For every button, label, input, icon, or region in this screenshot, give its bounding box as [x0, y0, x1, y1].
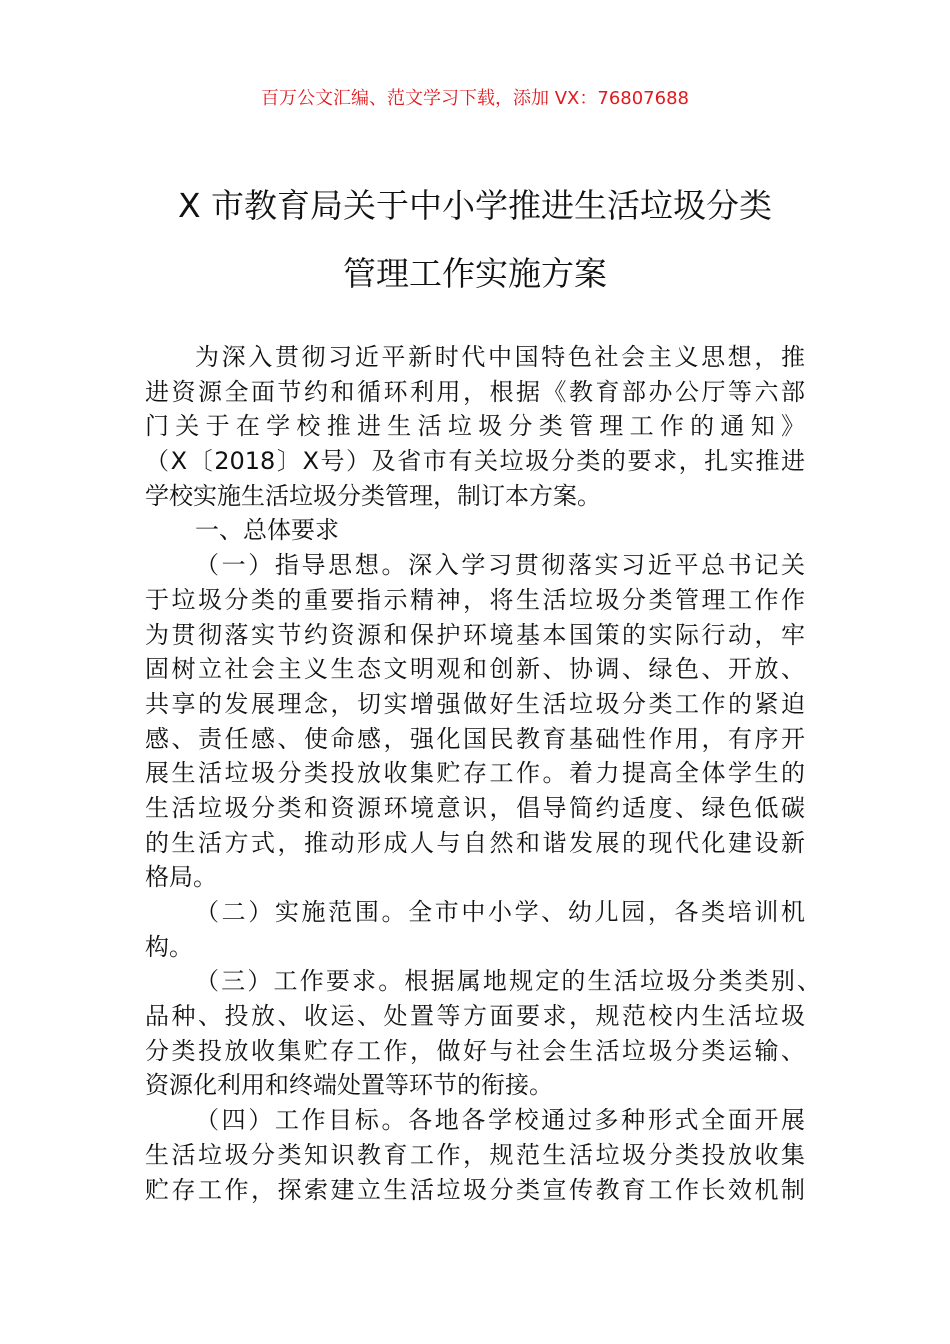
body-line: 进资源全面节约和循环利用，根据《教育部办公厅等六部	[145, 377, 805, 406]
body-line: （三）工作要求。根据属地规定的生活垃圾分类类别、	[195, 967, 821, 996]
body-line: （X〔2018〕X号）及省市有关垃圾分类的要求，扎实推进	[145, 447, 805, 476]
body-line: 的生活方式，推动形成人与自然和谐发展的现代化建设新	[145, 828, 805, 857]
body-line: 生活垃圾分类知识教育工作，规范生活垃圾分类投放收集	[145, 1140, 805, 1169]
body-line: 感、责任感、使命感，强化国民教育基础性作用，有序开	[145, 724, 805, 753]
body-line: （四）工作目标。各地各学校通过多种形式全面开展	[195, 1106, 805, 1135]
document-body	[145, 340, 821, 1207]
body-line: 品种、投放、收运、处置等方面要求，规范校内生活垃圾	[145, 1002, 805, 1031]
body-line: 于垃圾分类的重要指示精神，将生活垃圾分类管理工作作	[145, 585, 805, 614]
body-line: 格局。	[145, 863, 217, 892]
watermark-banner: 百万公文汇编、范文学习下载，添加 VX：76807688	[261, 88, 689, 109]
body-line: 为贯彻落实节约资源和保护环境基本国策的实际行动，牢	[145, 620, 805, 649]
document-title-line-2: 管理工作实施方案	[343, 254, 607, 293]
body-line: 分类投放收集贮存工作，做好与社会生活垃圾分类运输、	[145, 1036, 805, 1065]
body-line: 共享的发展理念，切实增强做好生活垃圾分类工作的紧迫	[145, 689, 805, 718]
section-heading: 一、总体要求	[195, 516, 339, 545]
body-line: （一）指导思想。深入学习贯彻落实习近平总书记关	[195, 551, 805, 580]
body-line: 为深入贯彻习近平新时代中国特色社会主义思想，推	[195, 343, 805, 371]
body-line: 学校实施生活垃圾分类管理，制订本方案。	[145, 481, 601, 510]
body-line: 贮存工作，探索建立生活垃圾分类宣传教育工作长效机制	[145, 1175, 805, 1204]
body-line: 固树立社会主义生态文明观和创新、协调、绿色、开放、	[145, 655, 805, 684]
body-line: 生活垃圾分类和资源环境意识，倡导简约适度、绿色低碳	[145, 793, 805, 822]
body-line: 展生活垃圾分类投放收集贮存工作。着力提高全体学生的	[145, 759, 805, 788]
body-line: （二）实施范围。全市中小学、幼儿园，各类培训机	[195, 898, 805, 926]
body-line: 门关于在学校推进生活垃圾分类管理工作的通知》	[145, 412, 805, 441]
body-line: 资源化利用和终端处置等环节的衔接。	[145, 1071, 553, 1100]
document-title-line-1: X 市教育局关于中小学推进生活垃圾分类	[177, 186, 773, 225]
body-line: 构。	[145, 932, 193, 961]
